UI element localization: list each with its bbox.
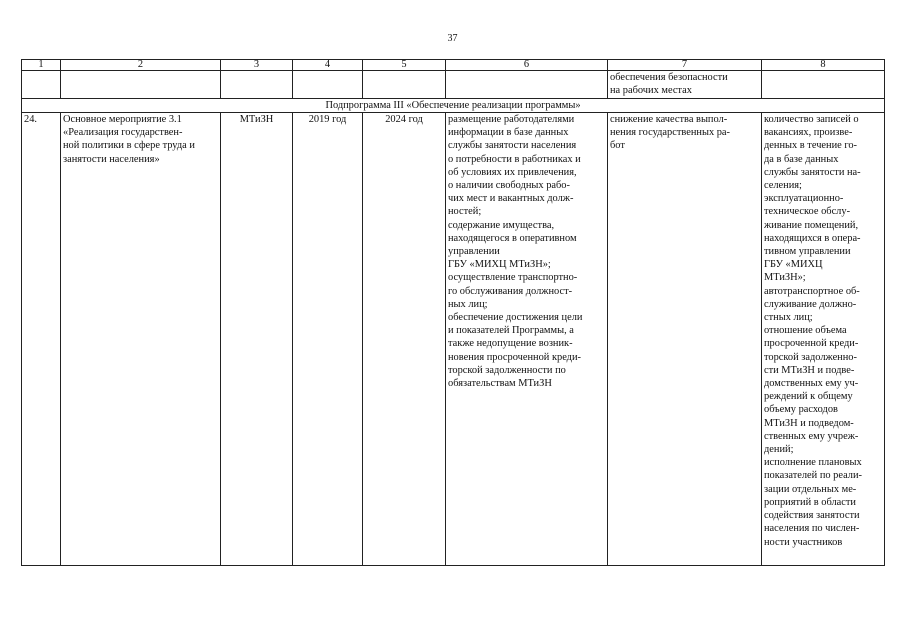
text-line: управлении	[448, 246, 500, 258]
text-line: количество записей о	[764, 114, 859, 125]
text-line: осуществление транспортно-	[448, 272, 578, 284]
text-line: находящихся в опера-	[764, 232, 861, 244]
text-line: находящегося в оперативном	[448, 232, 577, 244]
text-line: нения государственных ра-	[610, 127, 731, 139]
text-line: просроченной креди-	[764, 338, 859, 350]
column-number: 8	[762, 60, 885, 71]
text-line: ной политики в сфере труда и	[63, 140, 195, 152]
subprogram-title: Подпрограмма III «Обеспечение реализации программы»	[22, 99, 885, 113]
text-line: на рабочих местах	[610, 85, 692, 97]
column-number: 2	[61, 60, 221, 71]
text-line: МТиЗН»;	[764, 272, 806, 284]
column-number-row	[22, 60, 885, 71]
text-line: реждений к общему	[764, 391, 853, 403]
text-line: объему расходов	[764, 404, 838, 416]
text-line: тивном управлении	[764, 246, 851, 258]
text-line: селения;	[764, 180, 802, 192]
text-line: показателей по реали-	[764, 470, 863, 482]
text-line: зации отдельных ме-	[764, 483, 857, 495]
text-line: го обслуживания должност-	[448, 285, 573, 297]
text-line: ности участников	[764, 536, 843, 548]
text-line: ГБУ «МИХЦ	[764, 259, 823, 271]
row-number: 24.	[22, 113, 61, 566]
program-table	[21, 59, 885, 566]
consequences-cell	[608, 113, 762, 566]
text-line: да в базе данных	[764, 153, 839, 165]
text-line: домственных ему уч-	[764, 378, 859, 390]
column-number: 1	[22, 60, 61, 71]
text-line: ственных ему учреж-	[764, 430, 859, 442]
text-line: населения по числен-	[764, 523, 860, 535]
text-line: об условиях их привлечения,	[448, 166, 577, 178]
text-line: сти МТиЗН и подве-	[764, 364, 855, 376]
table-row	[22, 113, 885, 566]
text-line: ных лиц;	[448, 298, 488, 310]
text-line: о наличии свободных рабо-	[448, 180, 570, 192]
text-line: чих мест и вакантных долж-	[448, 193, 574, 205]
text-line: обеспечение достижения цели	[448, 312, 583, 324]
column-number: 5	[363, 60, 446, 71]
column-number: 4	[293, 60, 363, 71]
indicators-cell	[762, 113, 885, 566]
text-line: содержание имущества,	[448, 219, 555, 231]
start-year-cell: 2019 год	[293, 113, 363, 566]
text-line: денных в течение го-	[764, 140, 858, 152]
column-number: 3	[221, 60, 293, 71]
text-line: служивание должно-	[764, 298, 857, 310]
text-line: Основное мероприятие 3.1	[63, 114, 182, 125]
text-line: о потребности в работниках и	[448, 153, 581, 165]
text-line: «Реализация государствен-	[63, 127, 183, 139]
text-line: бот	[610, 140, 625, 152]
text-line: службы занятости населения	[448, 140, 577, 152]
text-line: торской задолженности по	[448, 364, 566, 376]
text-line: информации в базе данных	[448, 127, 569, 139]
text-line: дений;	[764, 444, 794, 456]
text-line: исполнение плановых	[764, 457, 862, 469]
text-line: отношение объема	[764, 325, 847, 337]
text-line: техническое обслу-	[764, 206, 851, 218]
text-line: содействия занятости	[764, 510, 860, 522]
text-line: новения просроченной креди-	[448, 351, 581, 363]
text-line: ностей;	[448, 206, 482, 218]
measure-cell	[61, 113, 221, 566]
text-line: снижение качества выпол-	[610, 114, 728, 125]
text-line: живание помещений,	[764, 219, 859, 231]
column-number: 7	[608, 60, 762, 71]
page-number: 37	[447, 33, 458, 44]
text-line: торской задолженно-	[764, 351, 857, 363]
text-line: стных лиц;	[764, 312, 813, 324]
text-line: и показателей Программы, а	[448, 325, 574, 337]
text-line: автотранспортное об-	[764, 285, 860, 297]
column-number: 6	[446, 60, 608, 71]
continuation-row	[22, 71, 885, 99]
text-line: обеспечения безопасности	[610, 72, 728, 83]
text-line: также недопущение возник-	[448, 338, 573, 350]
subprogram-row	[22, 99, 885, 113]
text-line: роприятий в области	[764, 496, 856, 508]
text-line: размещение работодателями	[448, 114, 575, 125]
executor-cell: МТиЗН	[221, 113, 293, 566]
text-line: МТиЗН и подведом-	[764, 417, 854, 429]
content-cell	[446, 113, 608, 566]
text-line: занятости населения»	[63, 153, 160, 165]
text-line: обязательствам МТиЗН	[448, 378, 552, 390]
continuation-consequences-cell	[608, 71, 762, 99]
text-line: эксплуатационно-	[764, 193, 844, 205]
text-line: ГБУ «МИХЦ МТиЗН»;	[448, 259, 551, 271]
text-line: вакансиях, произве-	[764, 127, 853, 139]
end-year-cell: 2024 год	[363, 113, 446, 566]
text-line: службы занятости на-	[764, 166, 861, 178]
